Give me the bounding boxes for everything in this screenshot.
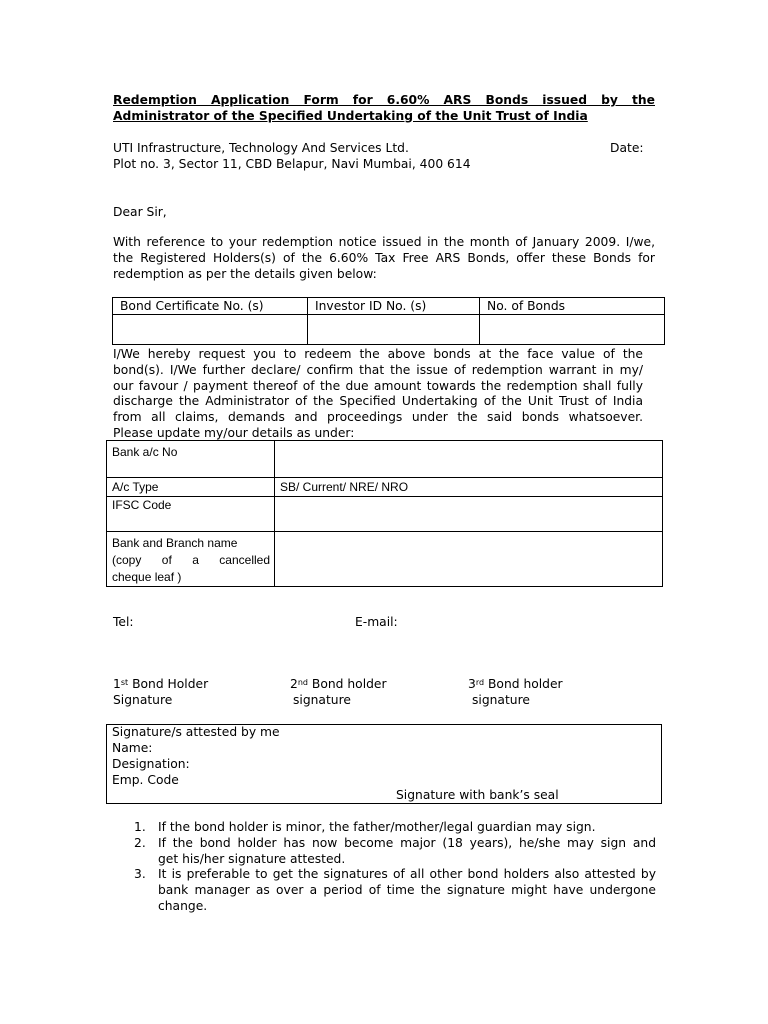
declaration-line-2: bond(s). I/We further declare/ confirm that the issue of redemption warrant in my/ — [113, 362, 643, 377]
holder-1-sup: st — [120, 678, 129, 687]
holder-2-text: Bond holder — [311, 677, 387, 691]
header-investor-id: Investor ID No. (s) — [308, 298, 480, 315]
ifsc-label: IFSC Code — [107, 497, 275, 532]
bank-branch-label — [107, 532, 275, 587]
bank-ac-value[interactable] — [275, 441, 663, 478]
holder-3-sup: rd — [475, 678, 485, 687]
bank-seal-label: Signature with bank’s seal — [396, 788, 559, 802]
holder-1-signature: Signature — [113, 693, 173, 707]
ac-type-value[interactable]: SB/ Current/ NRE/ NRO — [275, 478, 663, 497]
holder-3-label — [468, 677, 563, 693]
declaration-line-3: our favour / payment thereof of the due amount towards the redemption shall fully — [113, 378, 643, 393]
attester-name-label: Name: — [112, 741, 153, 755]
bank-details-table — [106, 440, 663, 587]
declaration-line-4: discharge the Administrator of the Specified Undertaking of the Unit Trust of India — [113, 394, 643, 409]
bond-details-table — [112, 297, 665, 345]
note-number: 2. — [134, 835, 146, 850]
holder-1-num: 1 — [113, 677, 121, 691]
notes-list — [134, 820, 656, 915]
bank-ac-label: Bank a/c No — [107, 441, 275, 478]
note-line: If the bond holder is minor, the father/mother/legal guardian may sign. — [158, 820, 596, 834]
bank-branch-label-2: (copy of a cancelled — [112, 553, 270, 567]
holder-2-label — [290, 677, 387, 693]
declaration-line-1: I/We hereby request you to redeem the above bonds at the face value of the — [113, 347, 643, 361]
holder-2-num: 2 — [290, 677, 298, 691]
intro-line-3: redemption as per the details given below: — [113, 266, 377, 281]
note-item — [134, 836, 656, 868]
note-item — [134, 867, 656, 914]
attester-designation-label: Designation: — [112, 757, 190, 771]
company-name: UTI Infrastructure, Technology And Services Ltd. — [113, 141, 409, 155]
holder-3-num: 3 — [468, 677, 476, 691]
salutation: Dear Sir, — [113, 205, 167, 219]
note-line: change. — [158, 898, 208, 913]
investor-id-cell[interactable] — [308, 315, 480, 345]
company-address: Plot no. 3, Sector 11, CBD Belapur, Navi Mumbai, 400 614 — [113, 157, 471, 171]
bank-branch-value[interactable] — [275, 532, 663, 587]
tel-label: Tel: — [113, 615, 134, 629]
no-of-bonds-cell[interactable] — [480, 315, 665, 345]
note-line: bank manager as over a period of time the signature might have undergone — [158, 883, 656, 898]
holder-2-signature: signature — [293, 693, 351, 707]
bank-branch-label-1: Bank and Branch name — [112, 536, 238, 550]
bond-certificate-cell[interactable] — [113, 315, 308, 345]
declaration-paragraph — [113, 347, 643, 442]
attested-by-label: Signature/s attested by me — [112, 725, 280, 739]
declaration-line-6: Please update my/our details as under: — [113, 425, 355, 440]
intro-line-1: With reference to your redemption notice issued in the month of January 2009. I/we, — [113, 235, 655, 249]
note-line: get his/her signature attested. — [158, 851, 346, 866]
note-number: 3. — [134, 867, 146, 882]
note-line: It is preferable to get the signatures of all other bond holders also attested by — [158, 867, 656, 882]
header-bond-certificate: Bond Certificate No. (s) — [113, 298, 308, 315]
holder-3-text: Bond holder — [487, 677, 563, 691]
holder-1-text: Bond Holder — [132, 677, 209, 691]
intro-paragraph — [113, 235, 655, 282]
ifsc-value[interactable] — [275, 497, 663, 532]
holder-1-label — [113, 677, 208, 693]
date-label: Date: — [610, 141, 644, 155]
note-number: 1. — [134, 820, 146, 834]
intro-line-2: the Registered Holders(s) of the 6.60% Tax Free ARS Bonds, offer these Bonds for — [113, 250, 655, 265]
header-no-of-bonds: No. of Bonds — [480, 298, 665, 315]
form-title-line-2: Administrator of the Specified Undertaking of the Unit Trust of India — [113, 108, 588, 123]
note-line: If the bond holder has now become major (18 years), he/she may sign and — [158, 835, 656, 850]
email-label: E-mail: — [355, 615, 398, 629]
ac-type-label: A/c Type — [107, 478, 275, 497]
holder-3-signature: signature — [472, 693, 530, 707]
form-title-line-1: Redemption Application Form for 6.60% ARS Bonds issued by the — [113, 93, 655, 107]
holder-2-sup: nd — [297, 678, 308, 687]
attester-emp-code-label: Emp. Code — [112, 773, 179, 787]
bank-branch-label-3: cheque leaf ) — [112, 570, 182, 584]
note-item — [134, 820, 656, 836]
declaration-line-5: from all claims, demands and proceedings under the said bonds whatsoever. — [113, 410, 643, 425]
form-title — [113, 93, 655, 124]
